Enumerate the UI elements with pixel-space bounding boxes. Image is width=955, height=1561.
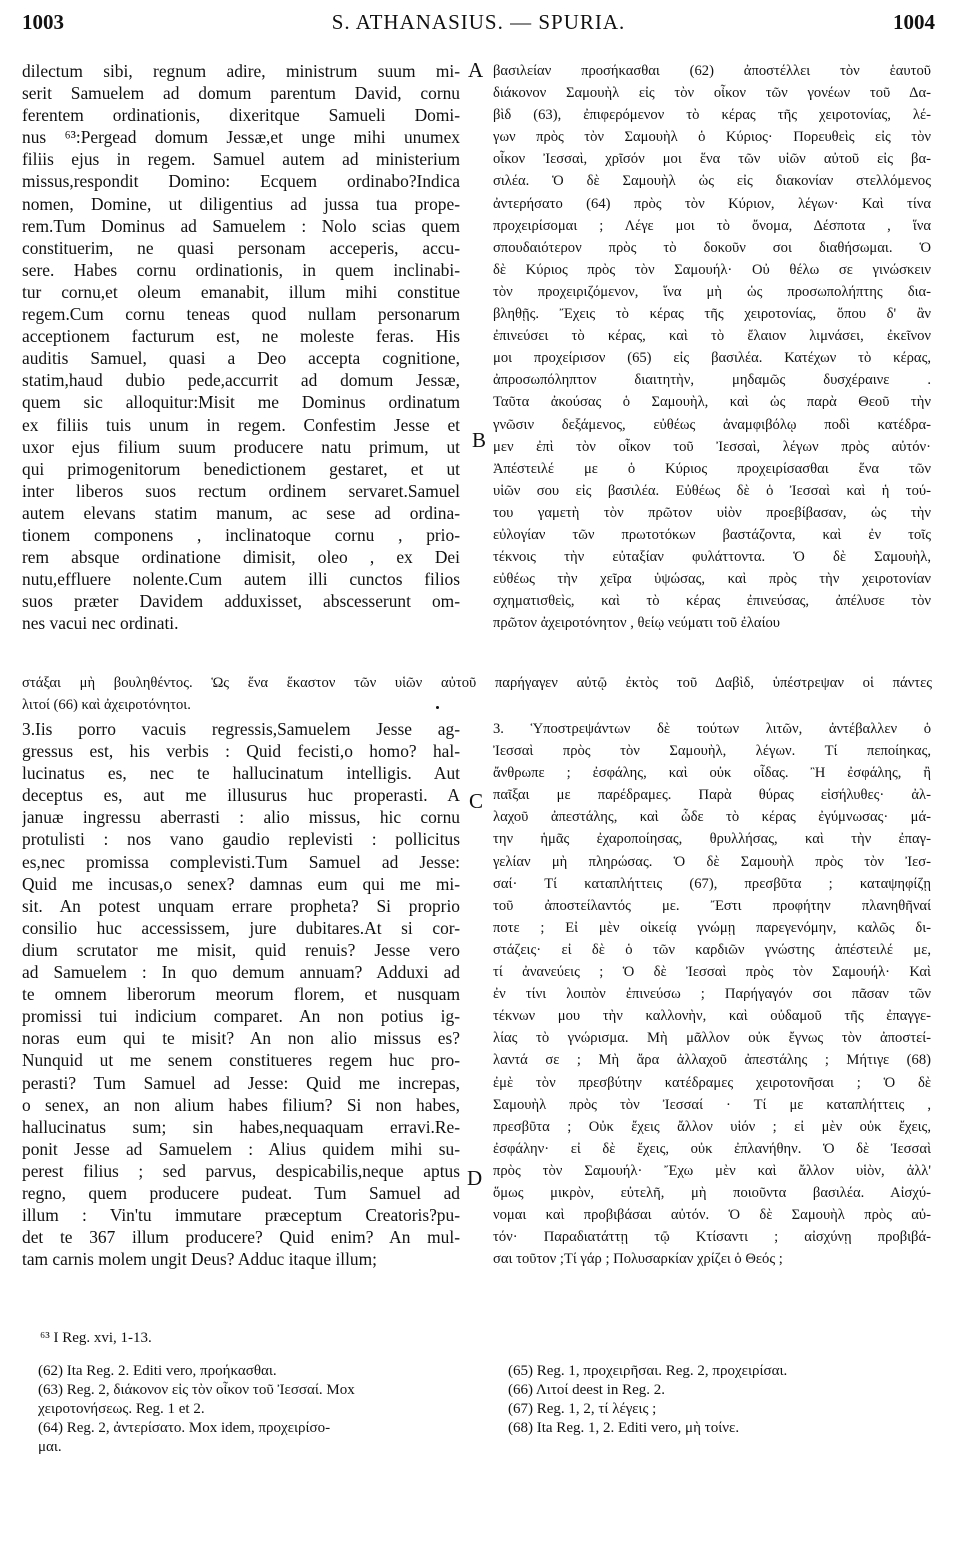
latin-text-line: nomen, Domine, ut diligentius ad jussa tua prope-: [22, 193, 460, 214]
latin-text-line: noras eum qui te misit? An non alio missus es?: [22, 1028, 460, 1049]
greek-text-line: 3. Ὑποστρεψάντων δὲ τούτων λιτῶν, ἀντέβαλλεν ὁ: [493, 721, 931, 737]
greek-text-line: μεν ἐπὶ τὸν οἶκον τοῦ Ἰεσσαὶ, λέγων πρὸς αὐτόν·: [493, 438, 931, 455]
greek-text-line: σαι τοῦτον ;Τί γάρ ; Πολυσαρκίαν χρίζει ὁ Θεός ;: [493, 1251, 783, 1268]
greek-text-line: πρῶτον ἀχειροτόνητον , θείῳ νεύματι τοῦ ἐλαίου: [493, 615, 781, 632]
greek-text-line: Σαμουὴλ πρὸς τὸν Ἰεσσαί · Τί με καταπλήττεις ,: [493, 1096, 931, 1113]
greek-text-line: σαί· Τί καταπλήττεις (67), πρεσβῦτα ; καταψηφίζῃ: [493, 875, 931, 892]
greek-text-line: στάξαι μὴ βουληθέντος. Ὡς ἕνα ἕκαστον τῶν υἱῶν αὐτοῦ παρήγαγεν αὐτῷ ἐκτὸς τοῦ Δαβὶδ, ὑπέστρεψαν οἱ πάντες: [22, 675, 932, 691]
running-header: [22, 10, 935, 40]
critical-note-line: (65) Reg. 1, προχειρῆσαι. Reg. 2, προχειρίσαι.: [508, 1363, 788, 1379]
critical-note-line: χειροτονήσεως. Reg. 1 et 2.: [38, 1401, 205, 1417]
latin-text-line: protulisti : nos vano gaudio replevisti : pollicitus: [22, 829, 460, 850]
latin-text-line: 3.Iis porro vacuis regressis,Samuelem Jesse ag-: [22, 719, 460, 739]
margin-letter-c: C: [469, 789, 484, 813]
greek-text-line: ἐμὲ τὸν πρεσβύτην κατέδραμες χειροτονῆσαι ; Ὁ δὲ: [493, 1074, 931, 1091]
margin-letter-a: A: [468, 58, 484, 82]
greek-text-line: ἀπροσωπόληπτον διαιτητὴν, μηδαμῶς δυσχέραινε .: [493, 372, 931, 389]
latin-text-line: uxor ejus filium suum producere natu primum, ut: [22, 436, 460, 457]
latin-text-line: ex filiis tuis unum in regem. Confestim Jesse et: [22, 414, 460, 435]
latin-text-line: hallucinatus sum; sin habes,nequaquam erravi.Re-: [22, 1116, 460, 1137]
latin-text-line: det te 367 illum producere? Quid enim? An mul-: [22, 1227, 460, 1248]
greek-text-line: εὐθέως τὴν χεῖρα ὑψώσας, καὶ πρὸς τὴν χειροτονίαν: [493, 571, 931, 588]
latin-text-line: illum : Vin'tu immutare præceptum Creatoris?pu-: [22, 1205, 460, 1226]
latin-text-line: nutu,effluere nolente.Cum autem illi cunctos filios: [22, 569, 460, 590]
critical-note-line: μαι.: [38, 1439, 62, 1455]
greek-text-line: διάκονον Σαμουὴλ εἰς τὸν οἶκον τῶν γονέων τοῦ Δα-: [493, 85, 931, 102]
critical-note-line: (68) Ita Reg. 1, 2. Editi vero, μὴ τοίνε.: [508, 1420, 740, 1436]
greek-text-line: ἐν τίνι λοιπὸν ἐπινεύσω ; Παρήγαγόν σοι πᾶσαν τῶν: [493, 986, 931, 1003]
latin-text-line: statim,haud dubio pede,accurrit ad domum Jessæ,: [22, 370, 460, 391]
latin-text-line: missus,respondit Domino: Ecquem ordinabo?Indica: [22, 171, 460, 192]
greek-text-line: τόν· Παραδιατάττῃ τῷ Κτίσαντι ; αἰσχύνῃ προβιβά-: [493, 1229, 931, 1246]
latin-text-line: suos præter Davidem adduxisset, abscesserunt om-: [22, 591, 460, 612]
latin-text-line: tur cornu,et oleum emanabit, illum mihi constitue: [22, 281, 460, 302]
latin-text-line: rem.Tum Dominus ad Samuelem : Nolo scias quem: [22, 215, 460, 236]
critical-note-line: (64) Reg. 2, ἀντερίσατο. Mox idem, προχειρίσο-: [38, 1420, 331, 1436]
greek-text-line: Ἰεσσαὶ πρὸς τὸν Σαμουὴλ, λέγων. Τί πεποίηκας,: [493, 743, 931, 760]
margin-letter-d: D: [467, 1166, 483, 1190]
scripture-reference-footnote: ⁶³ I Reg. xvi, 1-13.: [40, 1330, 152, 1346]
greek-text-line: Ἀπέστειλέ με ὁ Κύριος προχειρίσασθαι ἕνα τῶν: [493, 460, 931, 477]
greek-text-line: λαντά σε ; Μὴ ἄρα ἀλλαχοῦ ἀπεστάλης ; Μήτιγε (68): [493, 1052, 931, 1069]
margin-letter-b: B: [472, 428, 487, 452]
latin-text-line: regno, quem producere pudeat. Tum Samuel ad: [22, 1182, 460, 1203]
left-page-number: 1003: [22, 10, 64, 34]
latin-text-line: ponit Jesse ad Samuelem : Alius quidem mihi su-: [22, 1138, 460, 1159]
greek-text-line: πρεσβῦτα ; Οὐκ ἔχεις ἄλλον υἱόν ; εἰ μὲν οὐκ ἔχεις,: [493, 1118, 931, 1135]
latin-text-line: acceptionem facturum est, ne moleste feras. His: [22, 326, 460, 347]
critical-notes-left: [38, 1362, 478, 1457]
latin-column-part-2: [22, 718, 460, 1270]
greek-text-line: ποτε ; Εἰ μὲν οἰκείᾳ γνώμῃ παρεγενόμην, καλῶς δι-: [493, 919, 931, 936]
critical-note-line: (63) Reg. 2, διάκονον εἰς τὸν οἶκον τοῦ Ἰεσσαί. Mox: [38, 1382, 355, 1398]
latin-text-line: consilio huc accessissem, jure dubitares.At si cor-: [22, 917, 460, 938]
critical-notes-right: [508, 1362, 928, 1438]
latin-text-line: januæ ingressu aberrasti : alio missus, hic cornu: [22, 807, 460, 828]
greek-text-line: βὶδ (63), ἐπιφερόμενον τὸ κέρας τῆς χειροτονίας, λέ-: [493, 107, 931, 124]
greek-text-line: σιλέα. Ὁ δὲ Σαμουὴλ ὡς εἰς διακονίαν στελλόμενος: [493, 173, 931, 190]
critical-note-line: (62) Ita Reg. 2. Editi vero, προήκασθαι.: [38, 1363, 277, 1379]
greek-text-line: τοῦ ἀποστείλαντός με. Ἔστι προφήτην πλανηθῆναί: [493, 897, 931, 914]
greek-text-line: ἀντερήσατο (64) πρὸς τὸν Κύριον, λέγων· Καὶ τίνα: [493, 195, 931, 212]
greek-text-line: τί ἀνανεύεις ; Ὁ δὲ Ἰεσσαὶ πρὸς τὸν Σαμουήλ· Καὶ: [493, 964, 931, 981]
latin-text-line: ad Samuelem : In quo demum annuam? Adduxi ad: [22, 962, 460, 983]
greek-text-line: τέκνων μου τὴν καλλονὴν, καὶ οὐδαμοῦ τῆς ἐπαγγε-: [493, 1008, 931, 1025]
greek-full-width-lines: [22, 672, 932, 716]
latin-text-line: nus ⁶³:Pergead domum Jessæ,et unge mihi unumex: [22, 127, 460, 148]
greek-text-line: παῖξαι με παρέδραμες. Παρὰ θύρας εἰσήλυθες· ἀλ-: [493, 787, 931, 804]
greek-text-line: ὅμως μικρὸν, εὐτελῆ, μὴ ποιοῦντα βασιλέα. Αἰσχύ-: [493, 1184, 931, 1201]
latin-text-line: constituerim, ne quasi personam acceperis, accu-: [22, 237, 460, 258]
latin-text-line: qui primogenitorum benedictionem gestaret, et ut: [22, 458, 460, 479]
latin-text-line: lucinatus es, nec te hallucinatum intelligis. Aut: [22, 763, 460, 784]
greek-text-line: πρὸς τὸν Σαμουήλ· Ἔχω μὲν καὶ ἄλλον υἱὸν, ἀλλ': [493, 1162, 931, 1179]
greek-text-line: εὐλογίαν τῶν πρωτοτόκων βαστάζοντα, καὶ ἐν τοῖς: [493, 526, 931, 543]
latin-text-line: perasti? Tum Samuel ad Jesse: Quid me increpas,: [22, 1072, 460, 1093]
greek-text-line: γνῶσιν δεξάμενος, εὐθέως ἀναμφιβόλῳ ποδὶ κατέδρα-: [493, 416, 931, 433]
greek-text-line: του γαμετὴ τὸν πρῶτον υἱὸν προεβίβασαν, ὡς τὴν: [493, 504, 931, 521]
greek-text-line: σπουδαιότερον πρὸς τὸ δοκοῦν σοι διαθήσωμαι. Ὁ: [493, 239, 931, 256]
running-title: S. ATHANASIUS. — SPURIA.: [331, 10, 626, 34]
latin-text-line: gressus est, his verbis : Quid fecisti,o homo? hal-: [22, 741, 460, 762]
critical-note-line: (66) Λιτοί deest in Reg. 2.: [508, 1382, 666, 1398]
latin-text-line: promissi tui indicium comparet. An non potius ig-: [22, 1006, 460, 1027]
greek-text-line: γων πρὸς τὸν Σαμουὴλ ὁ Κύριος· Πορευθεὶς εἰς τὸν: [493, 129, 931, 146]
greek-text-line: λιτοί (66) καὶ ἀχειροτόνητοι.: [22, 697, 191, 714]
greek-text-line: Ταῦτα ἀκούσας ὁ Σαμουὴλ, καὶ ὡς παρὰ Θεοῦ τὴν: [493, 394, 931, 411]
greek-text-line: σχηματισθεὶς, καὶ τὸ κέρας ἐπινεύσας, ἀπέλυσε τὸν: [493, 593, 931, 610]
greek-text-line: προχειρίσομαι ; Λέγε μοι τὸ ὄνομα, Δέσποτα , ἵνα: [493, 217, 931, 234]
greek-text-line: βληθῇς. Ἔχεις τὸ κέρας τῆς χειροτονίας, ὅπου δ' ἂν: [493, 306, 931, 323]
greek-text-line: ἐσφάλην· εἰ δὲ ἔχεις, οὐκ ἐπλανήθην. Ὁ δὲ Ἰεσσαὶ: [493, 1140, 931, 1157]
latin-column-part-1: [22, 60, 460, 634]
latin-text-line: o senex, an non alium habes filium? Si non habes,: [22, 1094, 460, 1115]
latin-text-line: regem.Cum cornu teneas quod nullam personarum: [22, 304, 460, 325]
latin-text-line: auditis Samuel, quasi a Deo accepta cognitione,: [22, 348, 460, 369]
greek-text-line: λαχοῦ ἀπεστάλης, καὶ ὧδε τὸ κέρας ἐγύμνωσας· μά-: [493, 809, 931, 826]
latin-text-line: tionem componens , inclinatoque cornu , prio-: [22, 524, 460, 545]
greek-text-line: την ἡμᾶς ἐχαροποίησας, θρυλλήσας, καὶ τὴν ἐπαγ-: [493, 831, 931, 848]
latin-text-line: tam carnis molem ungit Deus? Adduc itaque illum;: [22, 1249, 377, 1270]
latin-text-line: rem absque ordinatione dimisit, oleo , ex Dei: [22, 547, 460, 568]
latin-text-line: Quid me incusas,o senex? damnas eum qui me mi-: [22, 873, 460, 894]
greek-text-line: ἄνθρωπε ; ἐσφάλης, καὶ οὐκ οἶδας. Ἢ ἐσφάλης, ἢ: [493, 765, 931, 782]
latin-text-line: Nunquid ut me senem constitueres regem huc pro-: [22, 1050, 460, 1071]
section-dot: [436, 706, 439, 709]
latin-text-line: nes vacui nec ordinati.: [22, 613, 179, 634]
latin-text-line: es,nec promissa complevisti.Tum Samuel ad Jesse:: [22, 851, 460, 872]
greek-text-line: γελίαν μὴ πληρώσας. Ὁ δὲ Σαμουὴλ πρὸς τὸν Ἰεσ-: [493, 853, 931, 870]
latin-text-line: autem elevans statim manum, ac sese ad ordina-: [22, 502, 460, 523]
greek-text-line: τέκνοις τὴν εὐταξίαν φυλάττοντα. Ὁ δὲ Σαμουὴλ,: [493, 549, 931, 566]
latin-text-line: filiis ejus in regem. Samuel autem ad ministerium: [22, 149, 460, 170]
latin-text-line: sit. An potest unquam errare propheta? Si proprio: [22, 895, 460, 916]
latin-text-line: deceptus es, aut me illusurus huc properasti. A: [22, 785, 460, 806]
greek-text-line: ἐπινεύσει τὸ κέρας, καὶ τὸ ἔλαιον λιμνάσει, ἐκεῖνον: [493, 328, 931, 345]
critical-note-line: (67) Reg. 1, 2, τί λέγεις ;: [508, 1401, 657, 1417]
latin-text-line: inter liberos suos rectum ordinem servaret.Samuel: [22, 480, 460, 501]
greek-text-line: οἶκον Ἰεσσαὶ, χρῖσόν μοι ἕνα τῶν υἱῶν αὐτοῦ εἰς βα-: [493, 151, 931, 168]
greek-column-part-2: [493, 718, 931, 1270]
greek-text-line: τὸν προχειριζόμενον, ἵνα μὴ ὡς προσωπολήπτης δια-: [493, 283, 931, 300]
greek-text-line: νομαι καὶ προβιβάσαι αὐτόν. Ὁ δὲ Σαμουὴλ πρὸς αὐ-: [493, 1207, 931, 1224]
greek-text-line: στάζεις· εἰ δὲ ὁ τῶν καρδιῶν γνώστης ἀπέστειλέ με,: [493, 941, 931, 958]
greek-text-line: μοι προχείρισον (65) εἰς βασιλέα. Κατέχων τὸ κέρας,: [493, 350, 931, 367]
latin-text-line: dilectum sibi, regnum adire, ministrum suum mi-: [22, 61, 460, 81]
greek-text-line: βασιλείαν προσήκασθαι (62) ἀποστέλλει τὸν ἑαυτοῦ: [493, 63, 931, 79]
latin-text-line: serit Samuelem ad domum parentum David, cornu: [22, 83, 460, 104]
greek-column-part-1: [493, 60, 931, 634]
greek-text-line: δὲ Κύριος πρὸς τὸν Σαμουήλ· Οὐ θέλω σε γινώσκειν: [493, 261, 931, 278]
latin-text-line: dium scrutator me misit, quid renuis? Jesse vero: [22, 939, 460, 960]
latin-text-line: sere. Habes cornu ordinationis, in quem inclinabi-: [22, 259, 460, 280]
greek-text-line: λίας τὸ γνώρισμα. Μὴ μᾶλλον οὐκ ἔγνως τὸν ἀποστεί-: [493, 1030, 931, 1047]
latin-text-line: quem sic alloquitur:Misit me Dominus ordinatum: [22, 392, 460, 413]
latin-text-line: ferentem ordinationis, dixeritque Samueli Domi-: [22, 105, 460, 126]
right-page-number: 1004: [893, 10, 935, 34]
latin-text-line: te omnem liberorum meorum florem, et nusquam: [22, 984, 460, 1005]
latin-text-line: perest filius ; sed parvus, despicabilis,neque aptus: [22, 1160, 460, 1181]
greek-text-line: υἱῶν σου εἰς βασιλέα. Εὐθέως δὲ ὁ Ἰεσσαὶ καὶ ἡ τού-: [493, 482, 931, 499]
